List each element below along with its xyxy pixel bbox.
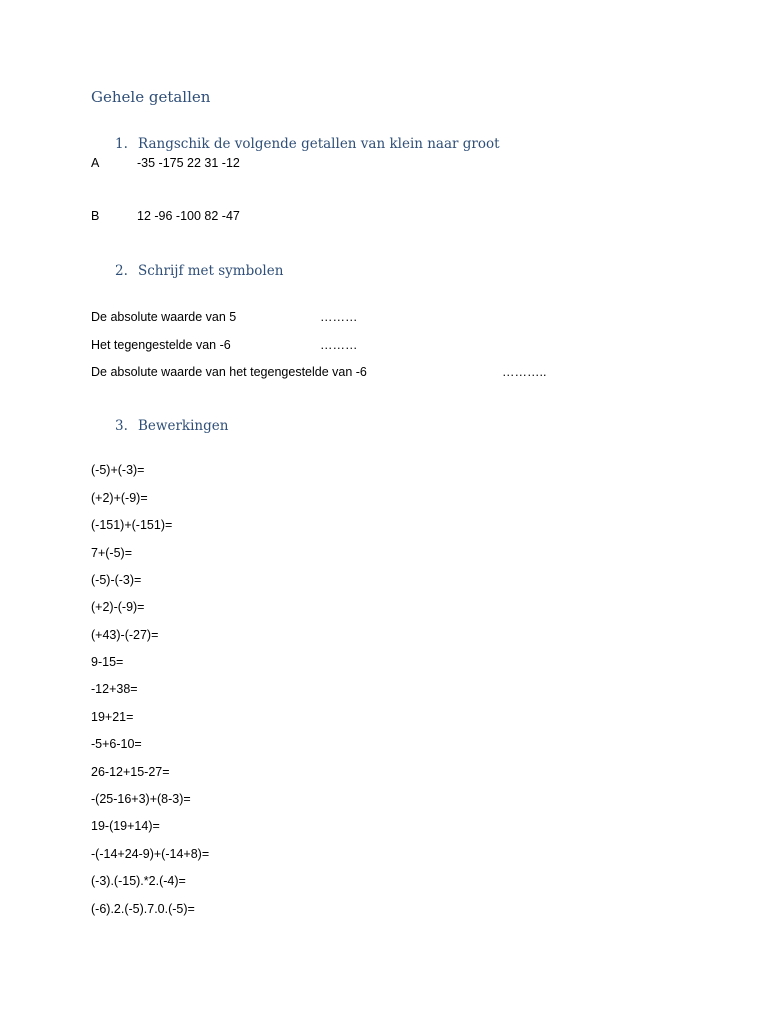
section-2-number: 2. (115, 263, 128, 279)
section-2-title: Schrijf met symbolen (138, 263, 284, 279)
row-label-b: B (91, 209, 100, 223)
expression-15: -(-14+24-9)+(-14+8)= (91, 847, 210, 861)
expression-12: 26-12+15-27= (91, 765, 170, 779)
symbol-item-3-text: De absolute waarde van het tegengestelde van -6 (91, 365, 367, 379)
document-title: Gehele getallen (91, 88, 211, 106)
expression-2: (+2)+(-9)= (91, 491, 148, 505)
expression-8: 9-15= (91, 655, 124, 669)
section-3-title: Bewerkingen (138, 418, 229, 434)
expression-6: (+2)-(-9)= (91, 600, 145, 614)
symbol-item-1-blank: ……… (320, 310, 358, 324)
expression-11: -5+6-10= (91, 737, 142, 751)
expression-13: -(25-16+3)+(8-3)= (91, 792, 191, 806)
expression-3: (-151)+(-151)= (91, 518, 173, 532)
section-1-number: 1. (115, 136, 128, 152)
symbol-item-2-blank: ……… (320, 338, 358, 352)
expression-10: 19+21= (91, 710, 134, 724)
row-values-a: -35 -175 22 31 -12 (137, 156, 240, 170)
row-label-a: A (91, 156, 100, 170)
symbol-item-3-blank: ……….. (502, 365, 547, 379)
expression-16: (-3).(-15).*2.(-4)= (91, 874, 186, 888)
section-3-number: 3. (115, 418, 128, 434)
expression-5: (-5)-(-3)= (91, 573, 142, 587)
expression-17: (-6).2.(-5).7.0.(-5)= (91, 902, 195, 916)
expression-9: -12+38= (91, 682, 138, 696)
expression-14: 19-(19+14)= (91, 819, 160, 833)
expression-4: 7+(-5)= (91, 546, 132, 560)
section-3-heading (115, 418, 415, 436)
expression-7: (+43)-(-27)= (91, 628, 159, 642)
section-1-title: Rangschik de volgende getallen van klein naar groot (138, 136, 500, 152)
section-2-heading (115, 263, 515, 281)
symbol-item-2-text: Het tegengestelde van -6 (91, 338, 231, 352)
expression-1: (-5)+(-3)= (91, 463, 145, 477)
row-values-b: 12 -96 -100 82 -47 (137, 209, 240, 223)
section-1-heading (115, 136, 615, 154)
symbol-item-1-text: De absolute waarde van 5 (91, 310, 237, 324)
